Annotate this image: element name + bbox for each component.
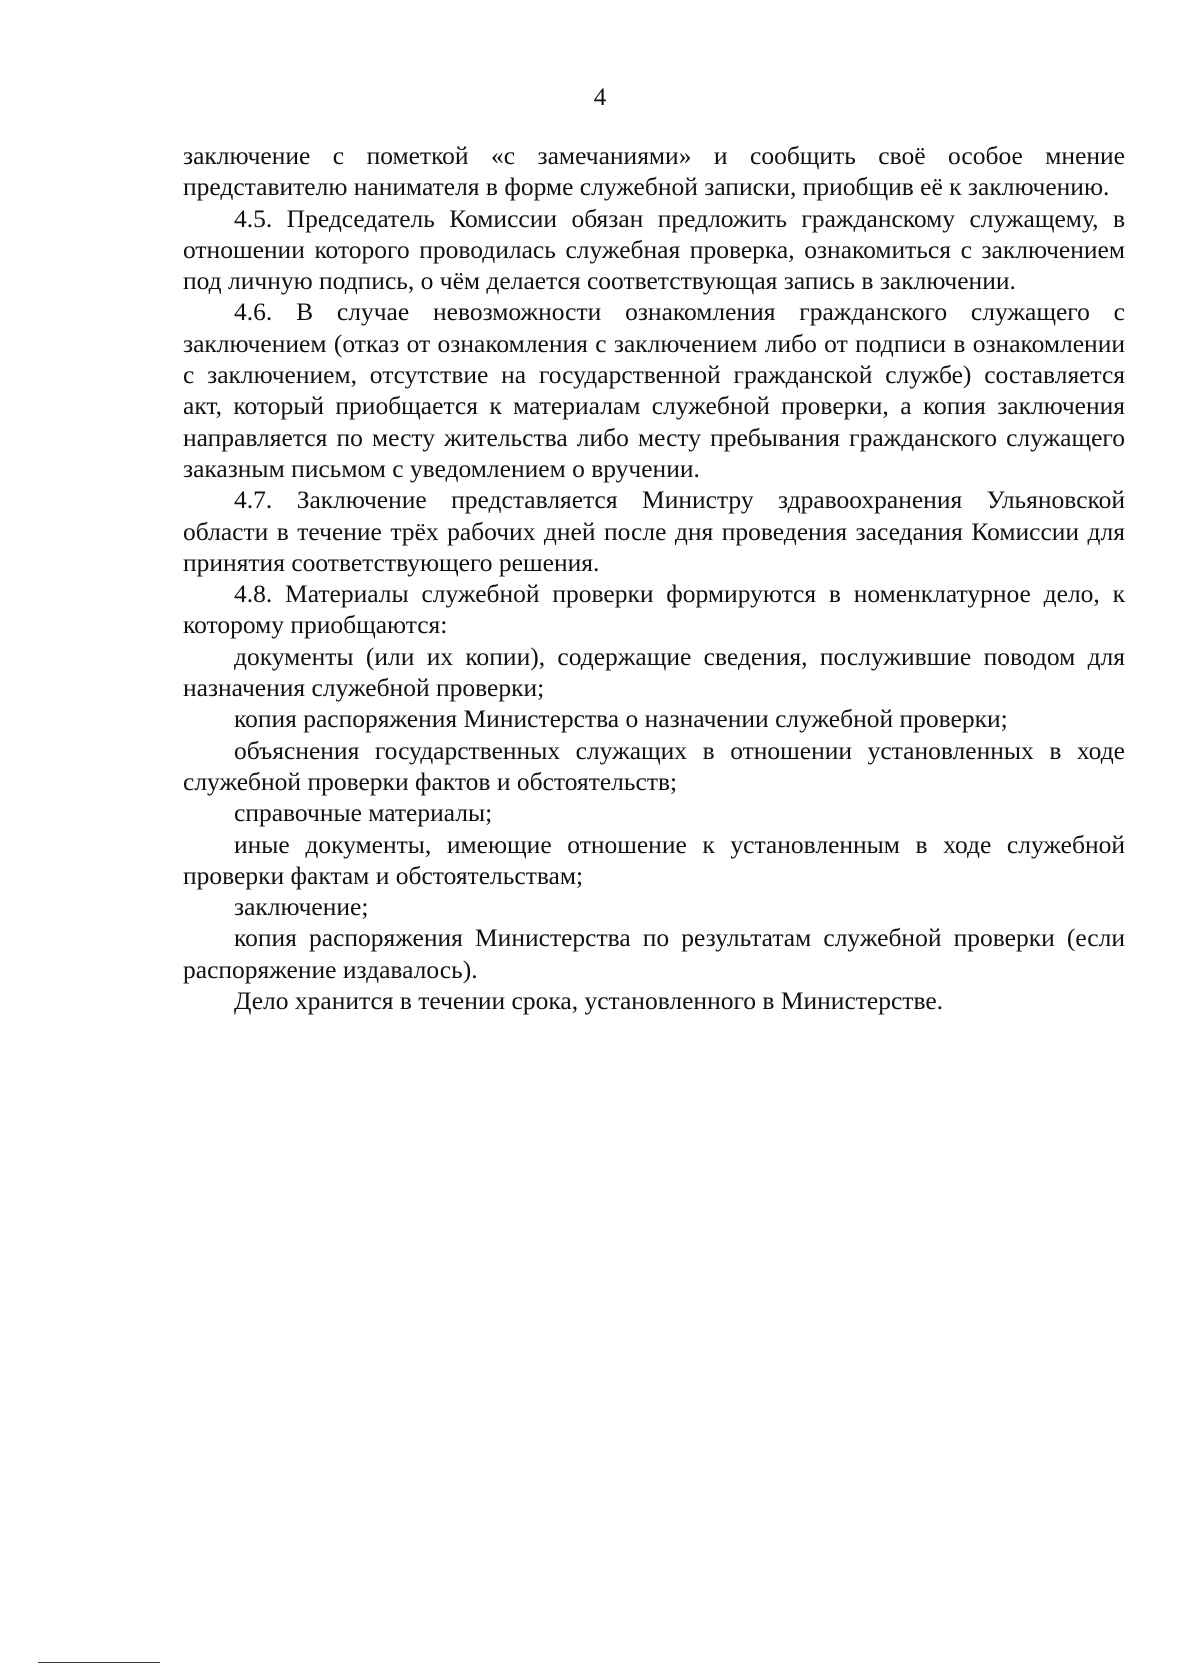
list-item-other-documents: иные документы, имеющие отношение к установленным в ходе служебной проверки фактам и обстоятельствам; — [183, 829, 1125, 890]
paragraph-storage: Дело хранится в течении срока, установленного в Министерстве. — [234, 986, 944, 1016]
paragraph-4-6: 4.6. В случае невозможности ознакомления гражданского служащего с заключением (отказ от ознакомления с заключением либо от подписи в ознакомлении с заключением, отсутствие на государственной гражданской службе) составляется акт, который приобщается к материалам служебной проверки, а копия заключения направляется по месту жительства либо месту пребывания гражданского служащего заказным письмом с уведомлением о вручении. — [183, 297, 1125, 483]
paragraph-4-8: 4.8. Материалы служебной проверки формируются в номенклатурное дело, к которому приобщаются: — [183, 579, 1125, 640]
paragraph-4-7: 4.7. Заключение представляется Министру здравоохранения Ульяновской области в течение трёх рабочих дней после дня проведения заседания Комиссии для принятия соответствующего решения. — [183, 485, 1125, 577]
list-item-conclusion: заключение; — [234, 892, 369, 922]
document-body — [183, 140, 1125, 1016]
paragraph-4-5: 4.5. Председатель Комиссии обязан предложить гражданскому служащему, в отношении которого проводилась служебная проверка, ознакомиться с заключением под личную подпись, о чём делается соответствующая запись в заключении. — [183, 203, 1125, 296]
list-item-reference-materials: справочные материалы; — [234, 798, 493, 828]
list-item-order-copy: копия распоряжения Министерства о назначении служебной проверки; — [234, 704, 1008, 734]
list-item-results-order-copy: копия распоряжения Министерства по результатам служебной проверки (если распоряжение издавалось). — [183, 923, 1125, 984]
footer-rule — [38, 1662, 160, 1663]
page-number: 4 — [593, 84, 607, 111]
list-item-documents: документы (или их копии), содержащие сведения, послужившие поводом для назначения служебной проверки; — [183, 641, 1125, 703]
paragraph-continuation: заключение с пометкой «с замечаниями» и сообщить своё особое мнение представителю нанимателя в форме служебной записки, приобщив её к заключению. — [183, 141, 1125, 202]
list-item-explanations: объяснения государственных служащих в отношении установленных в ходе служебной проверки фактов и обстоятельств; — [183, 735, 1125, 796]
